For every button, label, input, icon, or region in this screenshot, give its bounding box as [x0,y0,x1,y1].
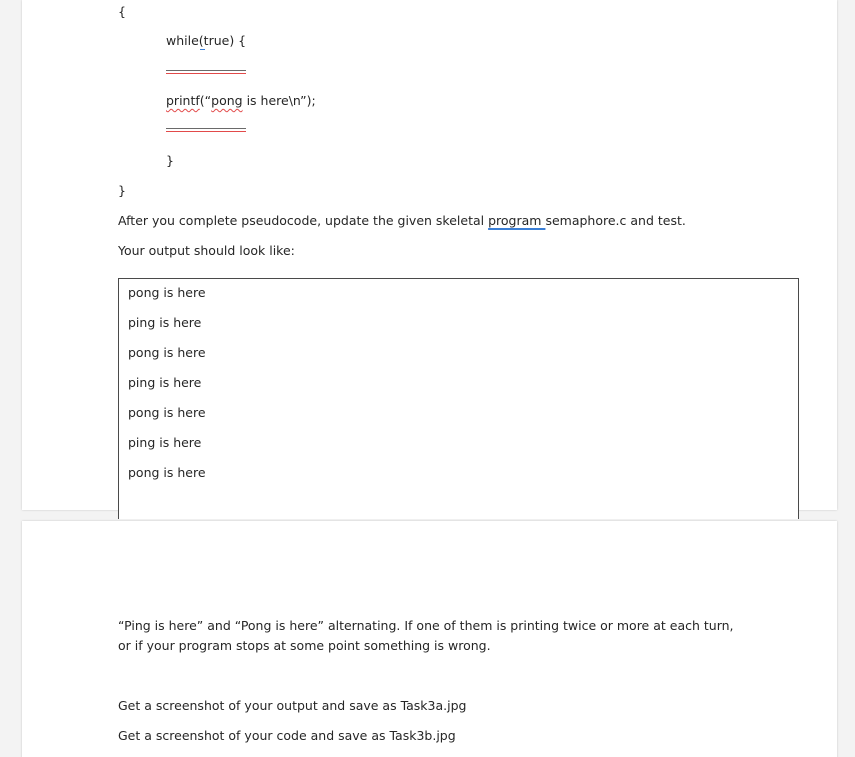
expected-output-box [118,278,799,519]
output-line: pong is here [128,345,206,360]
output-intro: Your output should look like: [118,243,295,258]
document-page-1 [22,0,837,510]
code-open-brace: { [118,4,126,19]
screenshot-code-instruction: Get a screenshot of your code and save as Task3b.jpg [118,728,456,743]
code-printf-word: printf [166,93,200,108]
update-suffix: semaphore.c and test. [545,213,686,228]
code-inner-close: } [166,153,174,168]
code-printf-open: (“ [199,93,212,108]
screenshot-output-instruction: Get a screenshot of your output and save as Task3a.jpg [118,698,467,713]
output-line: pong is here [128,405,206,420]
code-blank-2[interactable] [166,128,246,129]
output-line: pong is here [128,285,206,300]
alternating-note: “Ping is here” and “Pong is here” alternating. If one of them is printing twice or more at each turn, or if your program stops at some point something is wrong. [118,618,734,653]
update-instruction [118,213,686,229]
code-while-line [166,33,246,49]
code-blank-1[interactable] [166,70,246,71]
code-outer-close: } [118,183,126,198]
document-page-2 [22,521,837,757]
update-program-word: program [488,213,546,228]
code-printf-pong: pong [211,93,243,108]
code-printf-line [166,93,316,109]
output-line: ping is here [128,315,202,330]
output-line: pong is here [128,465,206,480]
output-line: ping is here [128,375,202,390]
output-line: ping is here [128,435,202,450]
code-while-condition: (true) { [198,33,247,48]
code-printf-rest: is here\n”); [242,93,316,108]
code-while-keyword: while [166,33,199,48]
update-prefix: After you complete pseudocode, update the given skeletal [118,213,489,228]
grammar-mark [200,49,205,50]
